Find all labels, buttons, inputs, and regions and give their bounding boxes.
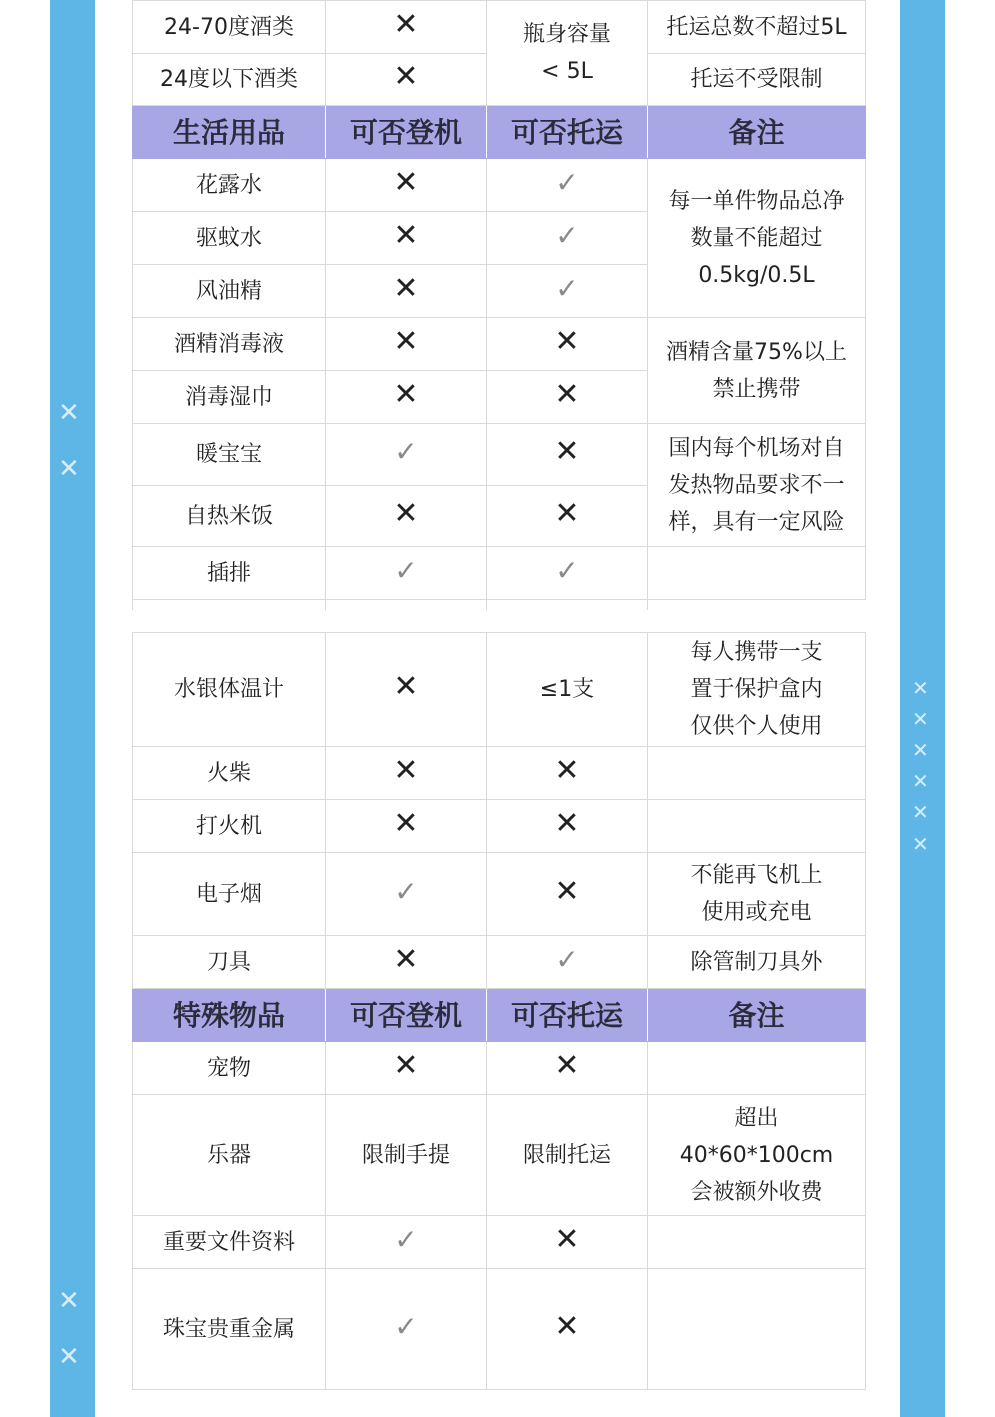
item-name: 刀具 [133, 936, 326, 989]
table-row [133, 1216, 866, 1269]
check-icon: ✓ [555, 271, 579, 305]
note-line: 每人携带一支 [690, 640, 823, 665]
table-row [133, 936, 866, 989]
decor-cross-icon: ✕ [912, 832, 929, 856]
header-checked: 可否托运 [487, 989, 648, 1042]
cross-icon: ✕ [554, 376, 580, 412]
note-cell [648, 159, 866, 318]
cross-icon: ✕ [393, 752, 419, 788]
header-carry-on: 可否登机 [326, 989, 487, 1042]
cross-icon: ✕ [554, 1221, 580, 1257]
spacer-cell [133, 600, 326, 610]
item-name: 自热米饭 [133, 486, 326, 547]
header-note: 备注 [648, 106, 866, 159]
table-row [133, 318, 866, 371]
note-line: 国内每个机场对自 [668, 435, 845, 461]
checked-cell [487, 1269, 648, 1390]
note-line: 使用或充电 [701, 900, 812, 925]
cross-icon: ✕ [554, 873, 580, 909]
checked-shared-cell [487, 1, 648, 106]
cross-icon: ✕ [554, 495, 580, 531]
carry-on-cell [326, 853, 487, 936]
note-line: 发热物品要求不一 [668, 472, 845, 498]
table-row [133, 1269, 866, 1390]
item-name: 风油精 [133, 265, 326, 318]
note-line: 禁止携带 [712, 376, 801, 402]
item-name: 火柴 [133, 747, 326, 800]
carry-on-cell [326, 936, 487, 989]
cross-icon: ✕ [554, 752, 580, 788]
table-row [133, 159, 866, 212]
decor-cross-icon: ✕ [912, 676, 929, 700]
checked-cell: ≤1支 [487, 633, 648, 747]
carry-on-cell [326, 1216, 487, 1269]
carry-on-cell [326, 547, 487, 600]
table-row [133, 853, 866, 936]
note-cell [648, 633, 866, 747]
item-name: 水银体温计 [133, 633, 326, 747]
check-icon: ✓ [394, 553, 418, 587]
cross-icon: ✕ [393, 323, 419, 359]
checked-cell [487, 212, 648, 265]
checked-cell [487, 747, 648, 800]
cross-icon: ✕ [393, 376, 419, 412]
carry-on-cell [326, 265, 487, 318]
note-cell [648, 1042, 866, 1095]
decor-cross-icon: ✕ [58, 1342, 80, 1372]
cross-icon: ✕ [393, 164, 419, 200]
checked-cell [487, 936, 648, 989]
special-items-table [132, 632, 866, 1390]
carry-on-cell [326, 486, 487, 547]
spacer-cell [648, 600, 866, 610]
note-cell [648, 547, 866, 600]
table-row [133, 747, 866, 800]
decor-cross-icon: ✕ [58, 1286, 80, 1316]
note-line: 不能再飞机上 [690, 863, 823, 888]
carry-on-cell [326, 424, 487, 486]
header-note: 备注 [648, 989, 866, 1042]
check-icon: ✓ [555, 218, 579, 252]
item-name: 酒精消毒液 [133, 318, 326, 371]
item-name: 24度以下酒类 [133, 54, 326, 106]
checked-cell: 限制托运 [487, 1095, 648, 1216]
item-name: 乐器 [133, 1095, 326, 1216]
cross-icon: ✕ [393, 59, 419, 94]
table-row [133, 800, 866, 853]
item-name: 驱蚊水 [133, 212, 326, 265]
table-row [133, 1042, 866, 1095]
spacer-cell [326, 600, 487, 610]
table-row [133, 547, 866, 600]
header-carry-on: 可否登机 [326, 106, 487, 159]
carry-on-cell [326, 1269, 487, 1390]
note-cell: 托运总数不超过5L [648, 1, 866, 54]
note-line: 每一单件物品总净 [668, 188, 845, 214]
cross-icon: ✕ [554, 323, 580, 359]
cross-icon: ✕ [393, 941, 419, 977]
item-name: 重要文件资料 [133, 1216, 326, 1269]
note-line: 酒精含量75%以上 [666, 339, 847, 365]
decor-cross-icon: ✕ [912, 769, 929, 793]
carry-on-cell [326, 1042, 487, 1095]
header-checked: 可否托运 [487, 106, 648, 159]
checked-cell [487, 486, 648, 547]
carry-on-cell [326, 800, 487, 853]
check-icon: ✓ [394, 1309, 418, 1343]
note-cell [648, 853, 866, 936]
note-line: 40*60*100cm [679, 1142, 834, 1168]
carry-on-cell [326, 159, 487, 212]
cross-icon: ✕ [393, 805, 419, 841]
note-cell [648, 424, 866, 547]
note-cell: 托运不受限制 [648, 54, 866, 106]
check-icon: ✓ [394, 874, 418, 908]
cross-icon: ✕ [554, 1047, 580, 1083]
carry-on-cell [326, 318, 487, 371]
checked-cell [487, 800, 648, 853]
checked-cell [487, 265, 648, 318]
cross-icon: ✕ [393, 669, 419, 704]
note-cell [648, 1269, 866, 1390]
cross-icon: ✕ [393, 1047, 419, 1083]
table-row [133, 424, 866, 486]
note-cell [648, 936, 866, 989]
note-cell [648, 318, 866, 424]
note-line: 0.5kg/0.5L [698, 262, 815, 288]
note-line: 会被额外收费 [690, 1179, 823, 1205]
carry-on-cell [326, 747, 487, 800]
note-cell [648, 747, 866, 800]
decor-cross-icon: ✕ [58, 398, 80, 428]
item-name: 消毒湿巾 [133, 371, 326, 424]
spacer-cell [487, 600, 648, 610]
item-name: 打火机 [133, 800, 326, 853]
note-line: < 5L [541, 59, 593, 84]
checked-cell [487, 318, 648, 371]
item-name: 插排 [133, 547, 326, 600]
note-line: 除管制刀具外 [690, 949, 823, 975]
check-icon: ✓ [555, 942, 579, 976]
item-name: 电子烟 [133, 853, 326, 936]
decor-cross-icon: ✕ [912, 738, 929, 762]
check-icon: ✓ [555, 553, 579, 587]
item-name: 暖宝宝 [133, 424, 326, 486]
note-line: 瓶身容量 [522, 22, 611, 47]
item-name: 珠宝贵重金属 [133, 1269, 326, 1390]
header-item: 生活用品 [133, 106, 326, 159]
cross-icon: ✕ [554, 434, 580, 469]
cross-icon: ✕ [554, 1308, 580, 1344]
checked-cell [487, 424, 648, 486]
cross-icon: ✕ [393, 270, 419, 306]
daily-items-table [132, 0, 866, 610]
table-row [133, 1095, 866, 1216]
cross-icon: ✕ [393, 495, 419, 531]
checked-cell [487, 1216, 648, 1269]
checked-cell [487, 547, 648, 600]
cross-icon: ✕ [393, 6, 419, 42]
checked-cell [487, 159, 648, 212]
carry-on-cell [326, 633, 487, 747]
carry-on-cell [326, 54, 487, 106]
table-row [133, 600, 866, 610]
item-name: 花露水 [133, 159, 326, 212]
note-line: 样，具有一定风险 [668, 509, 845, 535]
note-line: 超出 [734, 1105, 779, 1131]
check-icon: ✓ [394, 1222, 418, 1256]
item-name: 24-70度酒类 [133, 1, 326, 54]
note-cell [648, 1095, 866, 1216]
note-line: 数量不能超过 [690, 225, 823, 251]
checked-cell [487, 853, 648, 936]
carry-on-cell [326, 1, 487, 54]
left-blue-stripe [50, 0, 95, 1417]
note-line: 仅供个人使用 [690, 714, 823, 739]
carry-on-cell [326, 212, 487, 265]
note-cell [648, 800, 866, 853]
cross-icon: ✕ [554, 805, 580, 841]
check-icon: ✓ [555, 165, 579, 199]
checked-cell [487, 1042, 648, 1095]
header-item: 特殊物品 [133, 989, 326, 1042]
check-icon: ✓ [394, 435, 418, 468]
carry-on-cell [326, 371, 487, 424]
note-line: 置于保护盒内 [690, 677, 823, 702]
checked-cell [487, 371, 648, 424]
table-header [133, 989, 866, 1042]
table-row [133, 1, 866, 54]
decor-cross-icon: ✕ [912, 800, 929, 824]
decor-cross-icon: ✕ [912, 707, 929, 731]
note-cell [648, 1216, 866, 1269]
table-header [133, 106, 866, 159]
item-name: 宠物 [133, 1042, 326, 1095]
cross-icon: ✕ [393, 217, 419, 253]
carry-on-cell: 限制手提 [326, 1095, 487, 1216]
decor-cross-icon: ✕ [58, 454, 80, 484]
table-row [133, 633, 866, 747]
